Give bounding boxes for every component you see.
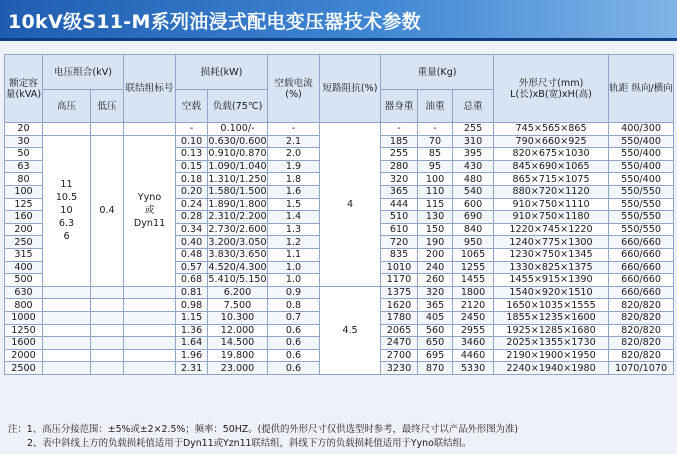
merged-value: Dyn11 (133, 218, 166, 230)
cell-oil-weight: 405 (418, 311, 453, 324)
cell-hv (43, 324, 91, 337)
cell-capacity: 315 (5, 248, 43, 261)
cell-load-loss: 2.730/2.600 (208, 224, 267, 236)
cell-lv (91, 123, 124, 136)
cell-no-load-loss: 0.98 (176, 299, 208, 312)
cell-gauge: 820/820 (609, 299, 674, 312)
cell-lv (91, 311, 124, 324)
cell-gauge: 550/400 (609, 173, 674, 186)
cell-total-weight: 1455 (453, 274, 494, 287)
cell-dimensions: 1230×750×1345 (494, 248, 609, 261)
cell-body-weight: 1620 (381, 299, 418, 312)
header-oil-weight: 油重 (418, 90, 453, 123)
cell-capacity: 250 (5, 236, 43, 249)
cell-oil-weight: 110 (418, 185, 453, 198)
cell-total-weight: 2450 (453, 311, 494, 324)
header-dimensions: 外形尺寸(mm) L(长)xB(宽)xH(高) (494, 55, 609, 123)
cell-hv (43, 123, 91, 136)
cell-no-load-current: 1.1 (268, 248, 320, 261)
header-lv: 低压 (91, 90, 124, 123)
header-hv: 高压 (43, 90, 91, 123)
cell-total-weight: 1800 (453, 286, 494, 299)
cell-no-load-current: 0.7 (268, 311, 320, 324)
cell-capacity: 80 (5, 173, 43, 186)
cell-dimensions: 910×750×1110 (494, 198, 609, 211)
cell-load-loss: 3.200/3.050 (208, 236, 267, 248)
cell-hv (43, 349, 91, 362)
cell-lv (91, 337, 124, 350)
cell-capacity: 50 (5, 148, 43, 161)
merged-value: 6.3 (58, 218, 75, 230)
cell-capacity: 160 (5, 211, 43, 224)
cell-gauge: 660/660 (609, 286, 674, 299)
page-title: 10kV级S11-M系列油浸式配电变压器技术参数 (8, 11, 421, 33)
header-weight: 重量(Kg) (381, 55, 494, 90)
cell-body-weight: 2470 (381, 337, 418, 350)
cell-capacity: 200 (5, 223, 43, 236)
cell-no-load-loss: - (176, 123, 208, 136)
cell-load-loss: 0.910/0.870 (208, 148, 267, 160)
cell-hv (43, 299, 91, 312)
cell-gauge: 550/550 (609, 198, 674, 211)
cell-capacity: 30 (5, 135, 43, 148)
cell-oil-weight: - (418, 123, 453, 136)
cell-connection (124, 324, 176, 337)
header-no-load: 空载 (176, 90, 208, 123)
cell-no-load-loss: 0.68 (176, 274, 208, 287)
cell-load-loss: 3.830/3.650 (208, 249, 267, 261)
cell-dimensions: 910×750×1180 (494, 211, 609, 224)
cell-connection (124, 299, 176, 312)
cell-connection (124, 362, 176, 375)
cell-dimensions: 2190×1900×1950 (494, 349, 609, 362)
cell-no-load-current: 1.0 (268, 274, 320, 287)
cell-connection (124, 337, 176, 350)
cell-gauge: 550/400 (609, 148, 674, 161)
cell-hv (43, 337, 91, 350)
cell-hv-merged (43, 135, 91, 286)
cell-oil-weight: 70 (418, 135, 453, 148)
cell-total-weight: 5330 (453, 362, 494, 375)
cell-total-weight: 690 (453, 211, 494, 224)
note-line-2: 2、表中斜线上方的负载损耗值适用于Dyn11或Yzn11联结组，斜线下方的负载损耗值适用于Yyno联结组。 (27, 438, 472, 449)
cell-no-load-loss: 1.64 (176, 337, 208, 350)
cell-no-load-loss: 0.13 (176, 148, 208, 161)
cell-capacity: 800 (5, 299, 43, 312)
cell-no-load-loss: 2.31 (176, 362, 208, 375)
cell-no-load-loss: 1.36 (176, 324, 208, 337)
cell-total-weight: 1065 (453, 248, 494, 261)
cell-body-weight: 2700 (381, 349, 418, 362)
cell-dimensions: 845×690×1065 (494, 160, 609, 173)
cell-no-load-loss: 0.34 (176, 223, 208, 236)
merged-value: 6 (63, 231, 70, 243)
cell-load-loss: 12.000 (208, 324, 268, 337)
cell-dimensions: 865×715×1075 (494, 173, 609, 186)
cell-dimensions: 745×565×865 (494, 123, 609, 136)
cell-no-load-loss: 0.28 (176, 211, 208, 224)
cell-gauge: 550/550 (609, 185, 674, 198)
cell-impedance-merged: 4 (320, 123, 381, 287)
cell-body-weight: 835 (381, 248, 418, 261)
cell-dimensions: 1220×745×1220 (494, 223, 609, 236)
cell-gauge: 820/820 (609, 324, 674, 337)
cell-capacity: 630 (5, 286, 43, 299)
cell-no-load-current: 0.6 (268, 349, 320, 362)
cell-dimensions: 1650×1035×1555 (494, 299, 609, 312)
cell-oil-weight: 100 (418, 173, 453, 186)
cell-body-weight: 280 (381, 160, 418, 173)
cell-total-weight: 480 (453, 173, 494, 186)
cell-dimensions: 1330×825×1375 (494, 261, 609, 274)
cell-no-load-loss: 1.15 (176, 311, 208, 324)
cell-no-load-current: 0.6 (268, 337, 320, 350)
cell-no-load-current: 1.6 (268, 185, 320, 198)
cell-no-load-current: 1.0 (268, 261, 320, 274)
cell-no-load-current: 1.4 (268, 211, 320, 224)
cell-no-load-loss: 0.40 (176, 236, 208, 249)
cell-connection (124, 123, 176, 136)
cell-load-loss: 1.580/1.500 (208, 186, 267, 198)
cell-gauge: 550/400 (609, 160, 674, 173)
cell-body-weight: 1780 (381, 311, 418, 324)
cell-hv (43, 311, 91, 324)
table-row (5, 123, 674, 136)
cell-oil-weight: 365 (418, 299, 453, 312)
cell-load-loss: 23.000 (208, 362, 268, 375)
cell-load-loss: 14.500 (208, 337, 268, 350)
cell-total-weight: 4460 (453, 349, 494, 362)
spec-table (4, 54, 674, 375)
header-total-weight: 总重 (453, 90, 494, 123)
notes (8, 423, 518, 451)
cell-total-weight: 840 (453, 223, 494, 236)
cell-capacity: 2000 (5, 349, 43, 362)
cell-oil-weight: 150 (418, 223, 453, 236)
cell-total-weight: 2955 (453, 324, 494, 337)
header-capacity: 额定容量(kVA) (5, 55, 43, 123)
cell-body-weight: 320 (381, 173, 418, 186)
cell-dimensions: 1855×1235×1600 (494, 311, 609, 324)
cell-no-load-current: 1.3 (268, 223, 320, 236)
cell-no-load-current: 2.1 (268, 135, 320, 148)
cell-oil-weight: 870 (418, 362, 453, 375)
cell-lv (91, 286, 124, 299)
cell-connection-merged (124, 135, 176, 286)
cell-no-load-loss: 0.48 (176, 248, 208, 261)
cell-gauge: 400/300 (609, 123, 674, 136)
cell-load-loss: 19.800 (208, 349, 268, 362)
cell-no-load-current: 1.9 (268, 160, 320, 173)
cell-hv (43, 286, 91, 299)
cell-no-load-loss: 0.18 (176, 173, 208, 186)
cell-load-loss: 4.520/4.300 (208, 261, 267, 273)
cell-load-loss: 1.310/1.250 (208, 173, 267, 185)
header-body-weight: 器身重 (381, 90, 418, 123)
cell-gauge: 660/660 (609, 274, 674, 287)
cell-dimensions: 1925×1285×1680 (494, 324, 609, 337)
merged-value: Yyno (137, 192, 162, 204)
cell-no-load-current: 0.8 (268, 299, 320, 312)
cell-load-loss: 1.890/1.800 (208, 198, 267, 210)
cell-lv (91, 299, 124, 312)
cell-load-loss: 7.500 (208, 299, 268, 312)
cell-load-loss: 10.300 (208, 311, 268, 324)
cell-connection (124, 349, 176, 362)
cell-body-weight: 1375 (381, 286, 418, 299)
cell-oil-weight: 695 (418, 349, 453, 362)
cell-oil-weight: 200 (418, 248, 453, 261)
cell-capacity: 100 (5, 185, 43, 198)
cell-oil-weight: 115 (418, 198, 453, 211)
cell-dimensions: 1540×920×1510 (494, 286, 609, 299)
header-voltage-group: 电压组合(kV) (43, 55, 124, 90)
table-row (5, 286, 674, 299)
cell-body-weight: 1010 (381, 261, 418, 274)
cell-load-loss: 5.410/5.150 (208, 274, 267, 286)
cell-lv (91, 349, 124, 362)
cell-capacity: 2500 (5, 362, 43, 375)
header-connection: 联结组标号 (124, 55, 176, 123)
cell-capacity: 500 (5, 274, 43, 287)
cell-gauge: 820/820 (609, 349, 674, 362)
cell-connection (124, 286, 176, 299)
cell-dimensions: 1240×775×1300 (494, 236, 609, 249)
cell-body-weight: 185 (381, 135, 418, 148)
cell-oil-weight: 650 (418, 337, 453, 350)
cell-impedance-merged: 4.5 (320, 286, 381, 374)
cell-capacity: 1000 (5, 311, 43, 324)
cell-no-load-current: 1.2 (268, 236, 320, 249)
cell-gauge: 550/400 (609, 135, 674, 148)
header-impedance: 短路阻抗(%) (320, 55, 381, 123)
header-gauge: 轨距 纵向/横向 (609, 55, 674, 123)
merged-value: 11 (60, 179, 73, 191)
merged-value: 或 (144, 205, 155, 217)
note-line-1: 注：1、高压分接范围：±5%或±2×2.5%；频率：50HZ。(提供的外形尺寸仅供选型时参考，最终尺寸以产品外形图为准) (8, 424, 519, 435)
cell-oil-weight: 95 (418, 160, 453, 173)
cell-body-weight: 3230 (381, 362, 418, 375)
cell-gauge: 660/660 (609, 248, 674, 261)
table-header (5, 55, 674, 123)
cell-lv (91, 324, 124, 337)
cell-capacity: 1600 (5, 337, 43, 350)
cell-load-loss: 0.630/0.600 (208, 135, 267, 147)
cell-no-load-current: 0.6 (268, 324, 320, 337)
cell-no-load-loss: 0.81 (176, 286, 208, 299)
cell-no-load-loss: 0.24 (176, 198, 208, 211)
cell-body-weight: 2065 (381, 324, 418, 337)
cell-oil-weight: 560 (418, 324, 453, 337)
cell-no-load-loss: 0.10 (176, 135, 208, 148)
cell-no-load-current: 1.8 (268, 173, 320, 186)
cell-no-load-current: 2.0 (268, 148, 320, 161)
cell-total-weight: 430 (453, 160, 494, 173)
cell-gauge: 550/550 (609, 223, 674, 236)
cell-no-load-loss: 1.96 (176, 349, 208, 362)
cell-dimensions: 880×720×1120 (494, 185, 609, 198)
cell-body-weight: 610 (381, 223, 418, 236)
cell-total-weight: 310 (453, 135, 494, 148)
cell-gauge: 660/660 (609, 236, 674, 249)
cell-capacity: 20 (5, 123, 43, 136)
cell-gauge: 660/660 (609, 261, 674, 274)
cell-lv (91, 362, 124, 375)
cell-no-load-current: 0.9 (268, 286, 320, 299)
cell-load-loss: 0.100/- (208, 123, 268, 136)
cell-oil-weight: 320 (418, 286, 453, 299)
cell-total-weight: 540 (453, 185, 494, 198)
cell-no-load-current: - (268, 123, 320, 136)
cell-total-weight: 395 (453, 148, 494, 161)
cell-gauge: 1070/1070 (609, 362, 674, 375)
cell-total-weight: 600 (453, 198, 494, 211)
merged-value: 10 (60, 205, 73, 217)
cell-dimensions: 2240×1940×1980 (494, 362, 609, 375)
cell-capacity: 63 (5, 160, 43, 173)
cell-gauge: 820/820 (609, 337, 674, 350)
cell-total-weight: 2120 (453, 299, 494, 312)
cell-dimensions: 2025×1355×1730 (494, 337, 609, 350)
title-rule (0, 38, 677, 41)
cell-dimensions: 820×675×1030 (494, 148, 609, 161)
cell-total-weight: 255 (453, 123, 494, 136)
cell-total-weight: 950 (453, 236, 494, 249)
cell-capacity: 400 (5, 261, 43, 274)
cell-gauge: 820/820 (609, 311, 674, 324)
cell-no-load-current: 0.6 (268, 362, 320, 375)
cell-load-loss: 2.310/2.200 (208, 211, 267, 223)
cell-oil-weight: 130 (418, 211, 453, 224)
cell-total-weight: 1255 (453, 261, 494, 274)
cell-body-weight: 720 (381, 236, 418, 249)
cell-load-loss: 6.200 (208, 286, 268, 299)
cell-load-loss: 1.090/1.040 (208, 161, 267, 173)
cell-body-weight: 255 (381, 148, 418, 161)
table-body (5, 123, 674, 375)
cell-gauge: 550/550 (609, 211, 674, 224)
cell-total-weight: 3460 (453, 337, 494, 350)
cell-hv (43, 362, 91, 375)
cell-dimensions: 1455×915×1390 (494, 274, 609, 287)
cell-no-load-loss: 0.15 (176, 160, 208, 173)
cell-body-weight: - (381, 123, 418, 136)
cell-no-load-current: 1.5 (268, 198, 320, 211)
cell-body-weight: 365 (381, 185, 418, 198)
cell-dimensions: 790×660×925 (494, 135, 609, 148)
cell-no-load-loss: 0.20 (176, 185, 208, 198)
cell-lv-merged: 0.4 (91, 135, 124, 286)
cell-capacity: 125 (5, 198, 43, 211)
cell-capacity: 1250 (5, 324, 43, 337)
header-load: 负载(75℃) (208, 90, 268, 123)
cell-body-weight: 444 (381, 198, 418, 211)
header-no-load-current: 空载电流(%) (268, 55, 320, 123)
cell-oil-weight: 260 (418, 274, 453, 287)
cell-oil-weight: 240 (418, 261, 453, 274)
cell-body-weight: 1170 (381, 274, 418, 287)
cell-body-weight: 510 (381, 211, 418, 224)
header-loss: 损耗(kW) (176, 55, 268, 90)
cell-oil-weight: 85 (418, 148, 453, 161)
cell-no-load-loss: 0.57 (176, 261, 208, 274)
cell-oil-weight: 190 (418, 236, 453, 249)
merged-value: 10.5 (55, 192, 78, 204)
cell-connection (124, 311, 176, 324)
